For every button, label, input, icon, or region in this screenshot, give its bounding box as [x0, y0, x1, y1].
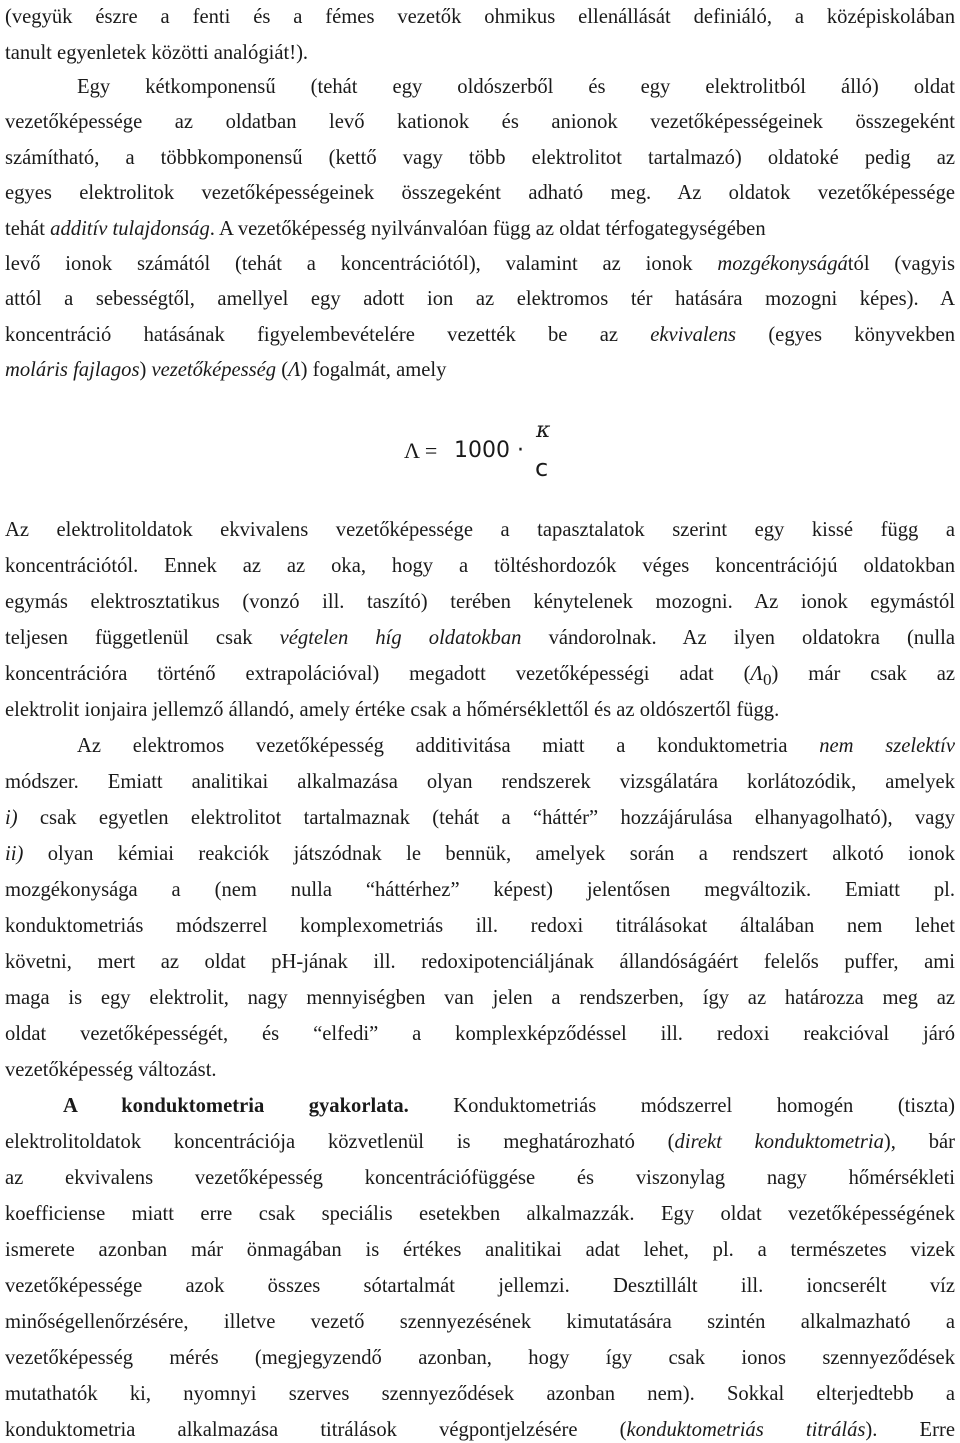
text-line-26: oldat vezetőképességét, és “elfedi” a komplexképződéssel ill. redoxi reakcióval járó — [5, 1023, 955, 1045]
text-line-22: mozgékonysága a (nem nulla “háttérhez” képest) jelentősen megváltozik. Emiatt pl. — [5, 879, 955, 901]
text-line-29: elektrolitoldatok koncentrációja közvetlenül is meghatározható (direkt konduktometria), bár — [5, 1131, 956, 1153]
text-line-35: vezetőképesség mérés (megjegyzendő azonban, hogy így csak ionos szennyeződések — [5, 1347, 955, 1369]
text-line-32: ismerete azonban már önmagában is értékes analitikai adat lehet, pl. a természetes vizek — [5, 1239, 955, 1261]
text-line-10: koncentráció hatásának figyelembevételére vezették be az ekvivalens (egyes könyvekben — [5, 324, 955, 346]
text-line-36: mutathatók ki, nyomnyi szerves szennyeződések azonban nem). Sokkal elterjedtebb a — [5, 1383, 955, 1405]
text-line-27: vezetőképesség változást. — [5, 1059, 217, 1081]
text-line-33: vezetőképessége azok összes sótartalmát jellemzi. Desztillált ill. ioncserélt víz — [5, 1275, 955, 1297]
text-line-3: Egy kétkomponensű (tehát egy oldószerből és egy elektrolitból álló) oldat — [77, 76, 955, 98]
text-line-2: tanult egyenletek közötti analógiát!). — [5, 42, 309, 64]
text-line-5: számítható, a többkomponensű (kettő vagy több elektrolitot tartalmazó) oldatoké pedig az — [5, 147, 955, 169]
text-line-11: moláris fajlagos) vezetőképesség (Λ) fogalmát, amely — [5, 359, 447, 381]
text-line-12: Az elektrolitoldatok ekvivalens vezetőképessége a tapasztalatok szerint egy kissé függ a — [5, 519, 955, 541]
text-line-28: A konduktometria gyakorlata. Konduktometriás módszerrel homogén (tiszta) — [63, 1095, 955, 1117]
text-line-8: levő ionok számától (tehát a koncentrációtól), valamint az ionok mozgékonyságától (vagyis — [5, 253, 955, 275]
formula-lhs: Λ = — [404, 438, 438, 463]
text-line-17: elektrolit ionjaira jellemző állandó, amely értéke csak a hőmérséklettől és az oldószertől függ. — [5, 699, 780, 721]
conductivity-formula — [400, 418, 590, 488]
text-line-4: vezetőképessége az oldatban levő kationok és anionok vezetőképességeinek összegeként — [5, 111, 955, 133]
text-line-6: egyes elektrolitok vezetőképességeinek összegeként adható meg. Az oldatok vezetőképessége — [5, 182, 955, 204]
text-line-20: i) csak egyetlen elektrolitot tartalmaznak (tehát a “háttér” hozzájárulása elhanyagolható), vagy — [5, 807, 955, 829]
text-line-18: Az elektromos vezetőképesség additivitása miatt a konduktometria nem szelektív — [77, 735, 955, 757]
text-line-15: teljesen függetlenül csak végtelen híg oldatokban vándorolnak. Az ilyen oldatokra (nulla — [5, 627, 955, 649]
text-line-9: attól a sebességtől, amellyel egy adott ion az elektromos tér hatására mozogni képes). A — [5, 288, 955, 310]
formula-numerator: κ — [536, 418, 551, 443]
text-line-23: konduktometriás módszerrel komplexometriás ill. redoxi titrálásokat általában nem lehet — [5, 915, 955, 937]
text-line-24: követni, mert az oldat pH-jának ill. redoxipotenciáljának állandóságáért felelős puffer, ami — [5, 951, 955, 973]
text-line-31: koefficiense miatt erre csak speciális esetekben alkalmazzák. Egy oldat vezetőképességének — [5, 1203, 955, 1225]
text-line-16: koncentrációra történő extrapolációval) megadott vezetőképességi adat $(\Lambda_0)$ már csak az — [5, 663, 955, 690]
formula-denominator: c — [535, 454, 549, 482]
text-line-7: tehát additív tulajdonság. A vezetőképesség nyilvánvalóan függ az oldat térfogategységében — [5, 218, 766, 240]
text-line-25: maga is egy elektrolit, nagy mennyiségben van jelen a rendszerben, így az határozza meg az — [5, 987, 955, 1009]
text-line-1: (vegyük észre a fenti és a fémes vezetők ohmikus ellenállását definiáló, a középiskolában — [5, 6, 955, 28]
text-line-14: egymás elektrosztatikus (vonzó ill. taszító) terében kénytelenek mozogni. Az ionok egymástól — [5, 591, 955, 613]
formula-number: 1000 · — [454, 438, 524, 463]
text-line-37: konduktometria alkalmazása titrálások végpontjelzésére (konduktometriás titrálás). Erre — [5, 1419, 955, 1441]
text-line-30: az ekvivalens vezetőképesség koncentrációfüggése és viszonylag nagy hőmérsékleti — [5, 1167, 955, 1189]
text-line-19: módszer. Emiatt analitikai alkalmazása olyan rendszerek vizsgálatára korlátozódik, amelyek — [5, 771, 955, 793]
text-line-21: ii) olyan kémiai reakciók játszódnak le bennük, amelyek során a rendszert alkotó ionok — [5, 843, 955, 865]
text-line-34: minőségellenőrzésére, illetve vezető szennyezésének kimutatására szintén alkalmazható a — [5, 1311, 955, 1333]
text-line-13: koncentrációtól. Ennek az az oka, hogy a töltéshordozók véges koncentrációjú oldatokban — [5, 555, 955, 577]
